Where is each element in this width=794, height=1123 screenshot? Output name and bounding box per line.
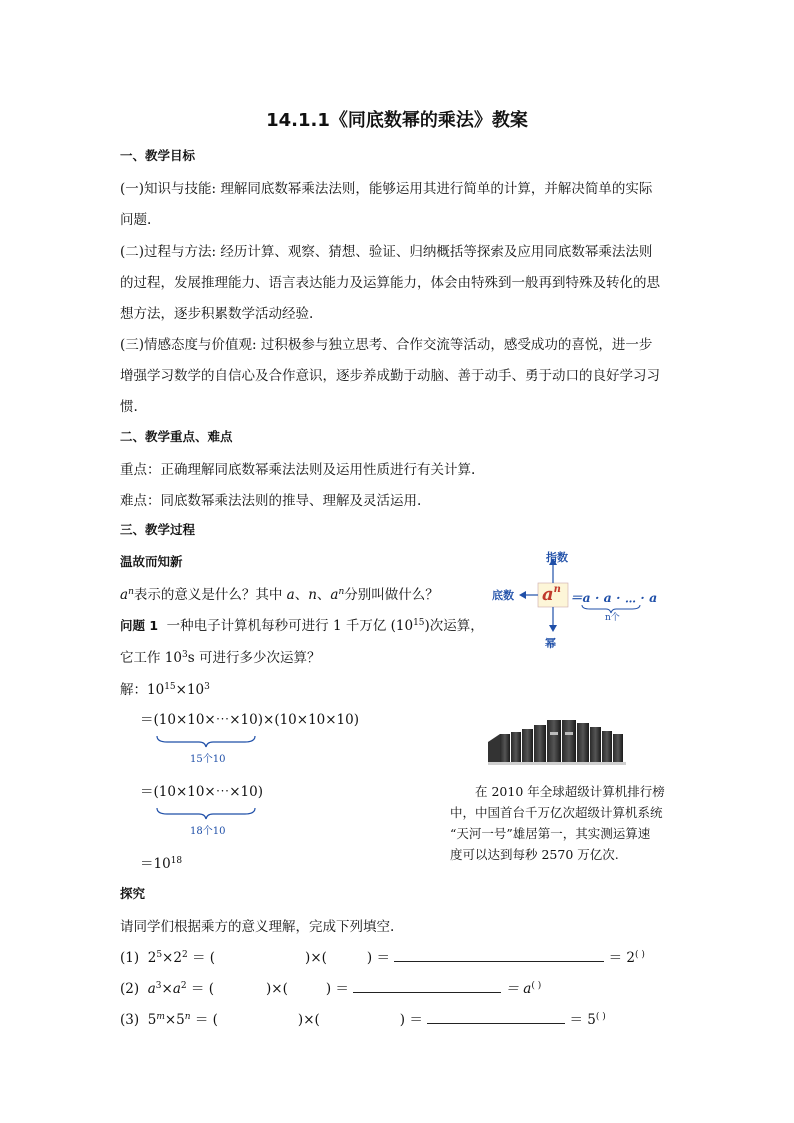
section-heading-process: 三、教学过程 xyxy=(120,522,196,537)
brace-15-label: 15个10 xyxy=(190,754,226,765)
problem-1-line-2: 它工作 $10^3s$ 可进行多少次运算？ xyxy=(120,650,321,666)
caption-line-4: 度可以达到每秒 2570 万亿次. xyxy=(450,847,619,862)
objective-3-line-2: 增强学习数学的自信心及合作意识，逐步养成勤于动脑、善于动手、勇于动口的良好学习习 xyxy=(120,368,660,384)
exercise-3: (3) $5^m\times 5^n$ ＝ ( )×( ) ＝ ＝ 5( ) xyxy=(120,1012,606,1028)
subheading-explore: 探究 xyxy=(120,886,146,901)
problem-1-line-1: 问题 1 一种电子计算机每秒可进行 1 千万亿 $(10^{15})$次运算， xyxy=(120,618,484,634)
solution-line-4: $=10^{18}$ xyxy=(140,856,183,872)
objective-2-line-3: 想方法，逐步积累数学活动经验. xyxy=(120,306,314,322)
objective-2-line-2: 的过程，发展推理能力、语言表达能力及运算能力，体会由特殊到一般再到特殊及转化的思 xyxy=(120,275,660,291)
solution-line-1: 解：$10^{15}\times 10^3$ xyxy=(120,682,210,698)
page-title: 14.1.1《同底数幂的乘法》教案 xyxy=(266,110,528,131)
caption-line-2: 中，中国首台千万亿次超级计算机系统 xyxy=(450,805,663,820)
section-heading-key-points: 二、教学重点、难点 xyxy=(120,429,233,444)
diagram-label-base: 底数 xyxy=(492,589,514,602)
diagram-label-power: 幂 xyxy=(545,637,556,650)
exercise-2: (2) $a^3\times a^2$ ＝ ( )×( ) ＝ ＝ a( ) xyxy=(120,981,542,997)
explore-intro: 请同学们根据乘方的意义理解，完成下列填空. xyxy=(120,919,395,935)
key-point-text: 重点：正确理解同底数幂乘法法则及运用性质进行有关计算. xyxy=(120,462,476,478)
exercise-1-answer-blank[interactable] xyxy=(394,949,604,962)
diagram-label-exponent: 指数 xyxy=(546,551,568,564)
difficulty-text: 难点：同底数幂乘法法则的推导、理解及灵活运用. xyxy=(120,493,422,509)
subheading-review: 温故而知新 xyxy=(120,554,183,569)
solution-line-2: ＝(10×10×⋯×10)×(10×10×10) xyxy=(140,712,360,728)
caption-line-1: 在 2010 年全球超级计算机排行榜 xyxy=(475,784,665,799)
objective-1-line-1: (一)知识与技能: 理解同底数幂乘法法则，能够运用其进行简单的计算，并解决简单的实际 xyxy=(120,181,653,197)
exercise-3-answer-blank[interactable] xyxy=(427,1011,565,1024)
arrow-down-icon xyxy=(549,625,557,632)
exercise-1: (1) $2^5\times 2^2$ ＝ ( )×( ) ＝ ＝ 2( ) xyxy=(120,950,645,966)
diagram-center-power: $a^n$ xyxy=(542,584,561,605)
review-question: $a^n$表示的意义是什么？其中 a、n、$a^n$分别叫做什么？ xyxy=(120,587,439,603)
solution-line-3: ＝(10×10×⋯×10) xyxy=(140,784,264,800)
brace-18 xyxy=(155,806,257,820)
supercomputer-image xyxy=(488,712,626,766)
objective-2-line-1: (二)过程与方法: 经历计算、观察、猜想、验证、归纳概括等探索及应用同底数幂乘法法则 xyxy=(120,244,653,260)
objective-1-line-2: 问题. xyxy=(120,212,152,228)
brace-15 xyxy=(155,734,257,748)
section-heading-objectives: 一、教学目标 xyxy=(120,148,196,163)
diagram-expansion: ＝a · a · ⋯ · a xyxy=(570,590,658,605)
caption-line-3: “天河一号”雄居第一，其实测运算速 xyxy=(450,826,651,841)
exercise-2-answer-blank[interactable] xyxy=(353,980,501,993)
objective-3-line-1: (三)情感态度与价值观: 过积极参与独立思考、合作交流等活动，感受成功的喜悦，进一步 xyxy=(120,337,653,353)
diagram-count-label: n个 xyxy=(605,613,620,623)
objective-3-line-3: 惯. xyxy=(120,399,138,415)
brace-18-label: 18个10 xyxy=(190,826,226,837)
arrow-left-icon xyxy=(519,591,526,599)
